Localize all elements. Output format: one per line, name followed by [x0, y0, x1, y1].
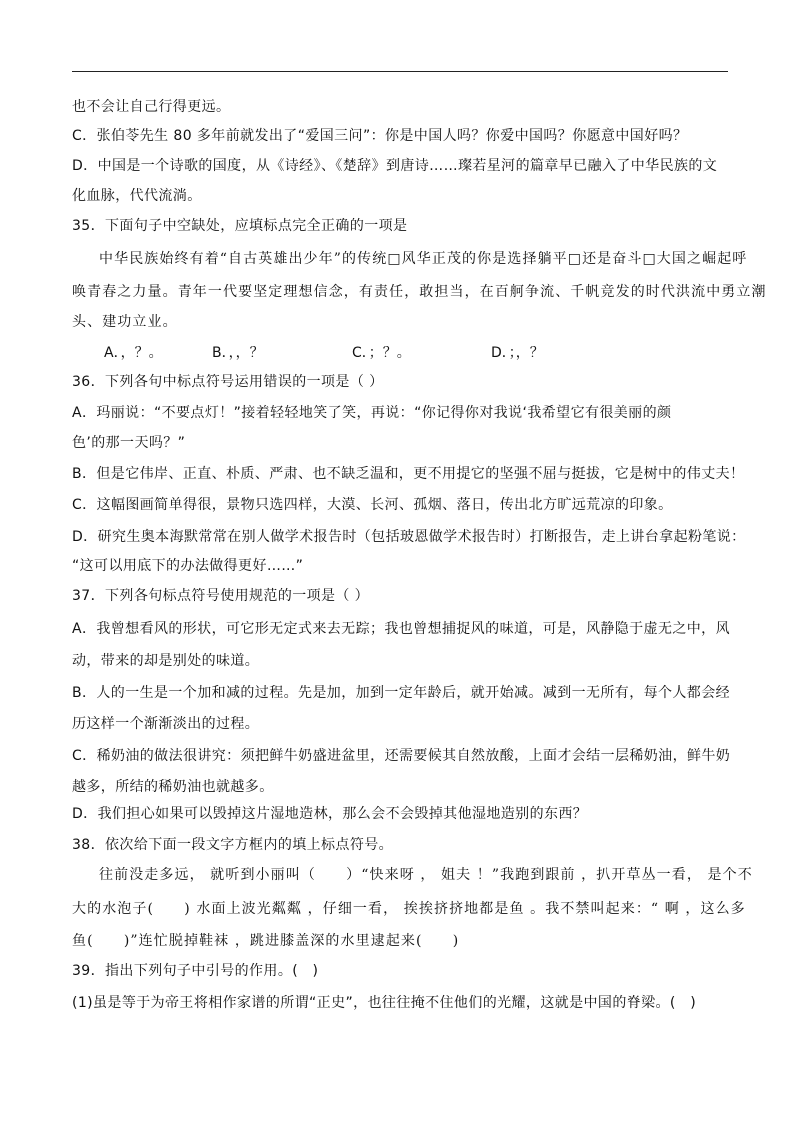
question-35: 35．下面句子中空缺处，应填标点完全正确的一项是	[72, 218, 408, 234]
option-b: B．，，？	[212, 345, 264, 361]
option-b: B．但是它伟岸、正直、朴质、严肃、也不缺乏温和，更不用提它的坚强不屈与挺拔，它是树中的伟丈夫！	[72, 466, 745, 482]
passage-line: 往前没走多远， 就听到小丽叫（ ）“快来呀 ， 姐夫 ！”我跑到跟前 ，扒开草丛一看， 是个不	[99, 867, 753, 883]
option-c: C．这幅图画简单得很，景物只选四样，大漠、长河、孤烟、落日，传出北方旷远荒凉的印象。	[72, 497, 673, 513]
question-39: 39．指出下列句子中引号的作用。( )	[72, 963, 319, 979]
text-line: 历这样一个渐渐淡出的过程。	[72, 716, 260, 732]
option-c: C．张伯苓先生 80 多年前就发出了“爱国三问”：你是中国人吗？你爱中国吗？你愿意中国好吗？	[72, 128, 688, 144]
text-line: “这可以用底下的办法做得更好……”	[72, 558, 304, 574]
passage-line: 中华民族始终有着“自古英雄出少年”的传统□风华正茂的你是选择躺平□还是奋斗□大国之崛起呼	[99, 251, 748, 267]
sub-question-1: (1)虽是等于为帝王将相作家谱的所谓“正史”，也往往掩不住他们的光耀，这就是中国的脊梁。( )	[72, 995, 697, 1011]
text-line: 化血脉，代代流淌。	[72, 188, 202, 204]
option-a: A．，？。	[104, 345, 163, 361]
option-a: A．玛丽说：“不要点灯！”接着轻轻地笑了笑，再说：“你记得你对我说‘我希望它有很美丽的颜	[72, 405, 672, 421]
option-d: D．；，？	[491, 345, 544, 361]
question-36: 36．下列各句中标点符号运用错误的一项是（ ）	[72, 374, 384, 390]
passage-line: 唤青春之力量。青年一代要坚定理想信念，有责任，敢担当，在百舸争流、千帆竞发的时代洪流中勇立潮	[72, 284, 767, 300]
passage-line: 大的水泡子( ) 水面上波光粼粼 ，仔细一看， 挨挨挤挤地都是鱼 。我不禁叫起来：“ 啊 ，这么多	[72, 901, 746, 917]
header-rule	[72, 71, 728, 72]
option-c: C．稀奶油的做法很讲究：须把鲜牛奶盛进盆里，还需要候其自然放酸，上面才会结一层稀奶油，鲜牛奶	[72, 748, 731, 764]
passage-line: 鱼( )”连忙脱掉鞋袜 ，跳进膝盖深的水里逮起来( )	[72, 933, 460, 949]
question-37: 37．下列各句标点符号使用规范的一项是（ ）	[72, 588, 370, 604]
option-c: C．；？。	[352, 345, 411, 361]
option-d: D．中国是一个诗歌的国度，从《诗经》、《楚辞》到唐诗……璨若星河的篇章早已融入了中华民族的文	[72, 158, 718, 174]
option-d: D．研究生奥本海默常常在别人做学术报告时（包括玻恩做学术报告时）打断报告，走上讲台拿起粉笔说：	[72, 529, 746, 545]
text-line: 动，带来的却是别处的味道。	[72, 653, 260, 669]
text-line: 也不会让自己行得更远。	[72, 99, 231, 115]
option-b: B．人的一生是一个加和减的过程。先是加，加到一定年龄后，就开始减。减到一无所有，每个人都会经	[72, 685, 731, 701]
option-d: D．我们担心如果可以毁掉这片湿地造林，那么会不会毁掉其他湿地造别的东西？	[72, 806, 588, 822]
text-line: 色’的那一天吗？”	[72, 435, 186, 451]
text-line: 越多，所结的稀奶油也就越多。	[72, 779, 274, 795]
question-38: 38．依次给下面一段文字方框内的填上标点符号。	[72, 837, 394, 853]
passage-line: 头、建功立业。	[72, 314, 178, 330]
option-a: A．我曾想看风的形状，可它形无定式来去无踪；我也曾想捕捉风的味道，可是，风静隐于虚无之中，风	[72, 621, 730, 637]
